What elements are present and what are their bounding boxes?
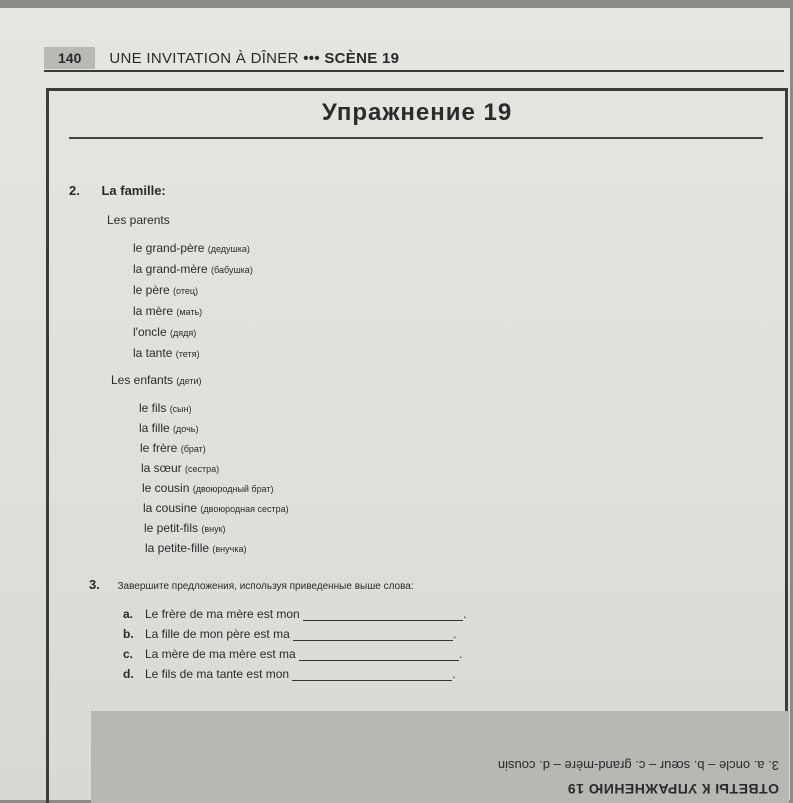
children-label-fr: Les enfants (111, 373, 174, 387)
item-text: Le frère de ma mère est mon (145, 607, 300, 621)
section-instruction: Завершите предложения, используя приведенные выше слова: (117, 581, 414, 592)
french-term: la sœur (141, 461, 182, 475)
item-text: La fille de mon père est ma (145, 627, 290, 641)
children-label (111, 373, 202, 387)
french-term: la cousine (143, 501, 198, 515)
page-number: 140 (44, 47, 95, 69)
separator-dots: ••• (303, 49, 320, 67)
scene-label: SCÈNE 19 (324, 49, 400, 67)
list-item (133, 283, 198, 297)
russian-translation: (тетя) (175, 349, 200, 359)
children-label-ru: (дети) (176, 376, 202, 386)
section-3-heading (89, 577, 414, 592)
french-term: le petit-fils (144, 521, 199, 535)
list-item (133, 325, 196, 339)
russian-translation: (отец) (173, 286, 199, 296)
russian-translation: (двоюродный брат) (192, 484, 274, 494)
parents-label: Les parents (107, 213, 170, 227)
list-item (133, 346, 199, 360)
russian-translation: (дядя) (170, 328, 197, 338)
exercise-item: d. Le fils de ma tante est mon . (123, 667, 456, 681)
list-item (133, 241, 250, 255)
section-2-heading (69, 183, 166, 198)
russian-translation: (бабушка) (211, 265, 253, 275)
answer-blank[interactable] (293, 628, 453, 641)
french-term: le cousin (142, 481, 190, 495)
header-rule (44, 70, 784, 72)
russian-translation: (двоюродная сестра) (200, 504, 289, 514)
french-term: la mère (133, 304, 174, 318)
item-letter: b. (123, 627, 134, 641)
section-number: 3. (89, 577, 100, 592)
item-letter: a. (123, 607, 134, 621)
french-term: la petite-fille (145, 541, 210, 555)
russian-translation: (мать) (176, 307, 203, 317)
answer-key-box (91, 711, 789, 803)
russian-translation: (сын) (169, 404, 192, 414)
list-item (143, 501, 289, 515)
list-item (144, 521, 226, 535)
russian-translation: (брат) (180, 444, 206, 454)
list-item (145, 541, 246, 555)
exercise-item: c. La mère de ma mère est ma . (123, 647, 463, 661)
russian-translation: (внук) (201, 524, 226, 534)
russian-translation: (сестра) (185, 464, 220, 474)
item-letter: c. (123, 647, 134, 661)
answer-key-line: 3. a. oncle – b. sœur – c. grand-mère – d. cousin (497, 758, 779, 773)
item-letter: d. (123, 667, 134, 681)
french-term: la tante (133, 346, 173, 360)
exercise-box (46, 88, 788, 803)
exercise-title: Упражнение 19 (321, 99, 513, 126)
section-number: 2. (69, 183, 80, 198)
french-term: la fille (139, 421, 170, 435)
list-item (133, 262, 253, 276)
title-rule (69, 137, 763, 139)
list-item (139, 401, 192, 415)
exercise-item: b. La fille de mon père est ma . (123, 627, 457, 641)
french-term: l'oncle (133, 325, 167, 339)
chapter-name: UNE INVITATION À DÎNER (109, 49, 299, 67)
french-term: le fils (139, 401, 167, 415)
russian-translation: (внучка) (212, 544, 247, 554)
section-heading: La famille: (101, 183, 166, 198)
answer-blank[interactable] (299, 648, 459, 661)
answer-key-title: ОТВЕТЫ К УПРАЖНЕНИЮ 19 (567, 781, 779, 797)
item-text: Le fils de ma tante est mon (145, 667, 290, 681)
russian-translation: (дочь) (173, 424, 199, 434)
list-item (140, 441, 206, 455)
list-item (133, 304, 202, 318)
answer-blank[interactable] (292, 668, 452, 681)
list-item (142, 481, 274, 495)
list-item (139, 421, 198, 435)
french-term: le grand-père (133, 241, 205, 255)
chapter-title (109, 50, 399, 67)
french-term: le frère (140, 441, 178, 455)
item-text: La mère de ma mère est ma (145, 647, 296, 661)
answer-blank[interactable] (303, 608, 463, 621)
list-item (141, 461, 219, 475)
french-term: le père (133, 283, 170, 297)
exercise-item: a. Le frère de ma mère est mon . (123, 607, 467, 621)
running-head (44, 44, 784, 72)
answer-key-inverted (91, 711, 789, 803)
russian-translation: (дедушка) (207, 244, 250, 254)
book-page (0, 8, 790, 800)
french-term: la grand-mère (133, 262, 208, 276)
